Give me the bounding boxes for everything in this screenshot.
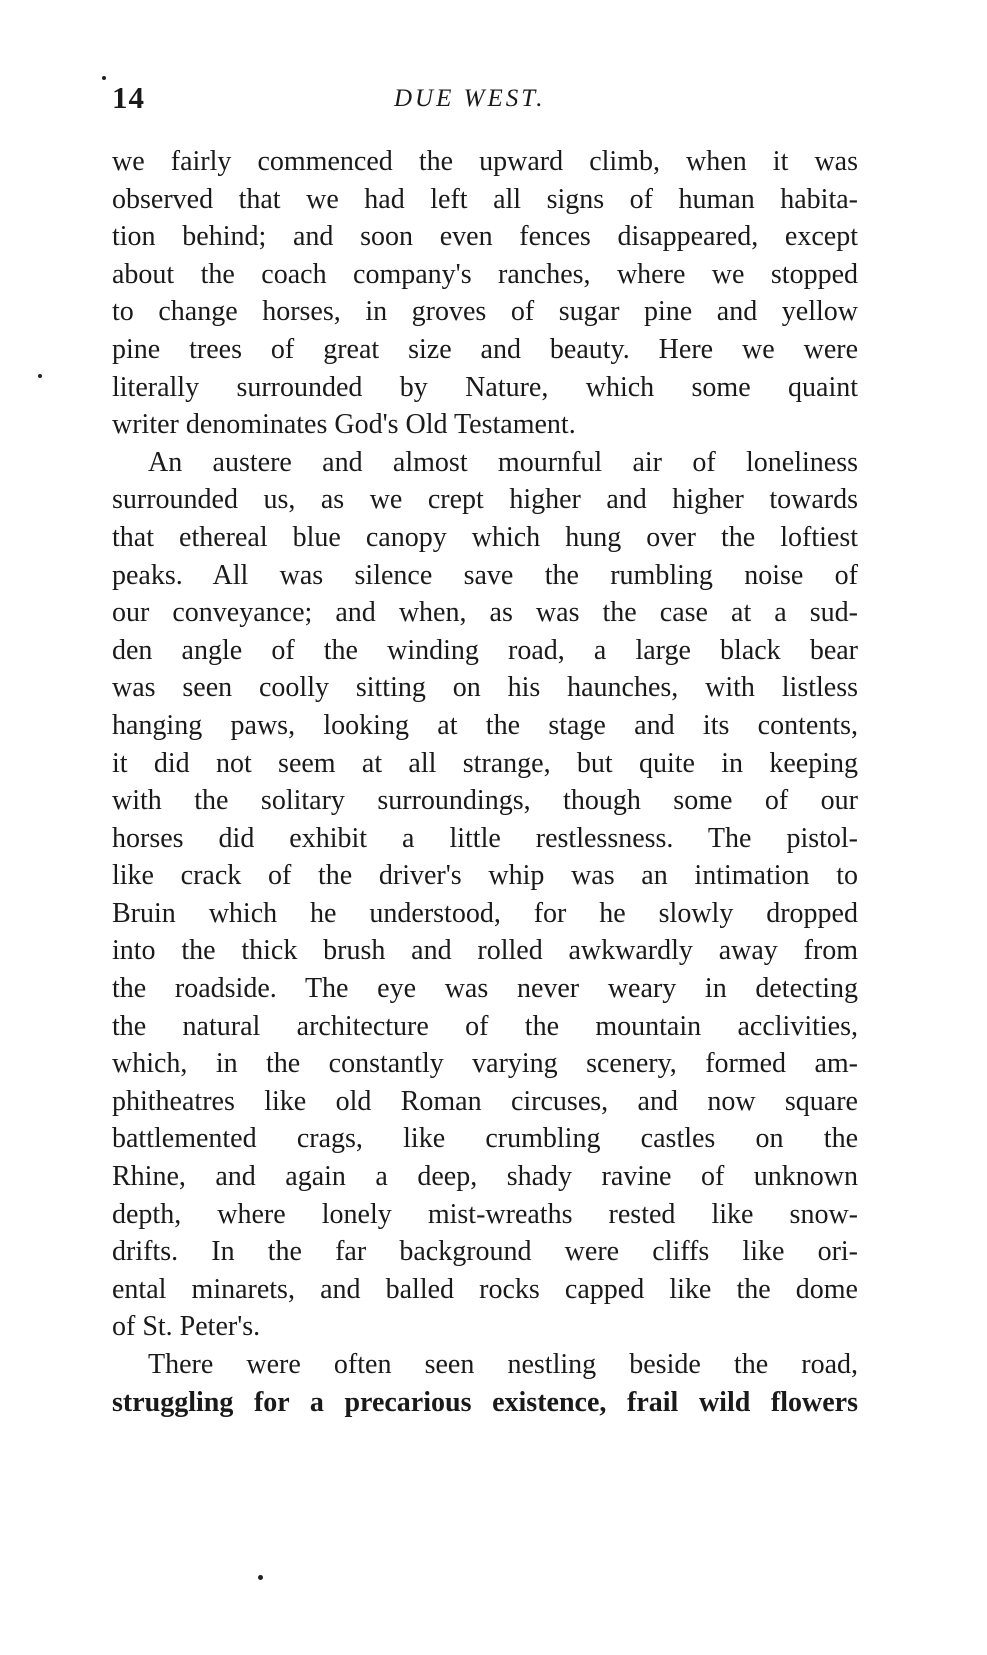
text-line: den angle of the winding road, a large black bear xyxy=(112,634,858,666)
page-header xyxy=(112,80,858,130)
text-line: Bruin which he understood, for he slowly dropped xyxy=(112,897,858,929)
paragraph-3 xyxy=(112,1346,858,1421)
text-line: which, in the constantly varying scenery, formed am- xyxy=(112,1048,858,1080)
running-head: DUE WEST. xyxy=(394,85,546,112)
text-line: literally surrounded by Nature, which some quaint xyxy=(112,371,858,403)
text-line: it did not seem at all strange, but quite in keeping xyxy=(112,747,858,779)
text-line: phitheatres like old Roman circuses, and now square xyxy=(112,1085,858,1117)
text-line: like crack of the driver's whip was an intimation to xyxy=(112,860,858,892)
text-line: our conveyance; and when, as was the case at a sud- xyxy=(112,597,858,629)
text-line: to change horses, in groves of sugar pine and yellow xyxy=(112,296,858,328)
text-line: was seen coolly sitting on his haunches, with listless xyxy=(112,672,858,704)
text-line: horses did exhibit a little restlessness. The pistol- xyxy=(112,822,858,854)
text-line: of St. Peter's. xyxy=(112,1311,261,1343)
text-line: depth, where lonely mist-wreaths rested like snow- xyxy=(112,1198,858,1230)
ink-speck xyxy=(102,76,106,80)
text-line: drifts. In the far background were cliffs like ori- xyxy=(112,1236,858,1268)
body-text xyxy=(112,143,858,1421)
text-line: the roadside. The eye was never weary in detecting xyxy=(112,973,858,1005)
text-line: the natural architecture of the mountain acclivities, xyxy=(112,1010,858,1042)
text-line: ental minarets, and balled rocks capped like the dome xyxy=(112,1273,858,1305)
text-line: observed that we had left all signs of human habita- xyxy=(112,183,858,215)
text-line: struggling for a precarious existence, frail wild flowers xyxy=(112,1386,858,1418)
text-line: into the thick brush and rolled awkwardly away from xyxy=(112,935,858,967)
text-line: surrounded us, as we crept higher and higher towards xyxy=(112,484,858,516)
text-line: There were often seen nestling beside the road, xyxy=(148,1349,858,1380)
text-line: tion behind; and soon even fences disappeared, except xyxy=(112,221,858,253)
text-line: Rhine, and again a deep, shady ravine of unknown xyxy=(112,1161,858,1193)
ink-speck xyxy=(258,1575,263,1580)
ink-speck xyxy=(38,374,42,378)
text-line: An austere and almost mournful air of loneliness xyxy=(148,446,858,478)
paragraph-1 xyxy=(112,143,858,444)
text-line: with the solitary surroundings, though some of our xyxy=(112,785,858,817)
text-line: hanging paws, looking at the stage and its contents, xyxy=(112,709,858,741)
text-line: pine trees of great size and beauty. Here we were xyxy=(112,333,858,365)
page-number: 14 xyxy=(112,80,145,115)
text-line: about the coach company's ranches, where we stopped xyxy=(112,258,858,290)
text-line: writer denominates God's Old Testament. xyxy=(112,409,576,441)
text-line: we fairly commenced the upward climb, when it was xyxy=(112,146,858,177)
text-line: battlemented crags, like crumbling castles on the xyxy=(112,1123,858,1155)
text-line: peaks. All was silence save the rumbling noise of xyxy=(112,559,858,591)
text-line: that ethereal blue canopy which hung over the loftiest xyxy=(112,521,858,553)
paragraph-2 xyxy=(112,444,858,1346)
